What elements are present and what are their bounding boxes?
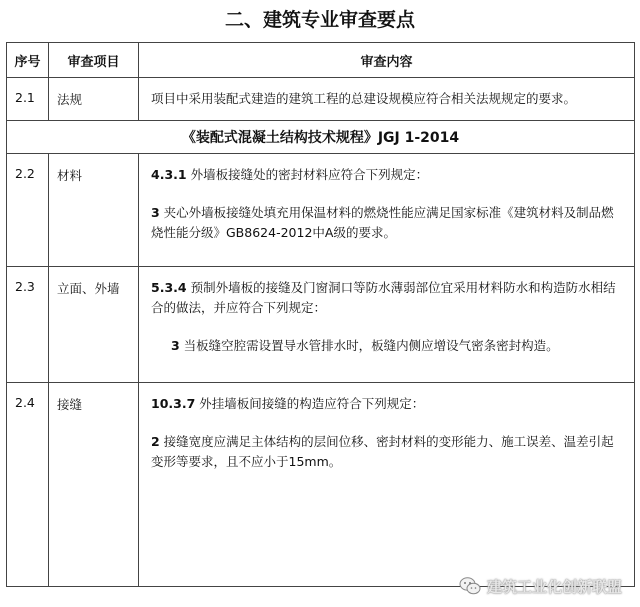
header-content: 审查内容 — [139, 43, 635, 78]
table-row — [7, 78, 635, 121]
row-content — [139, 78, 635, 121]
review-table — [6, 42, 635, 587]
header-num: 序号 — [7, 43, 49, 78]
table-row — [7, 154, 635, 267]
table-row — [7, 267, 635, 383]
spec-title: 《装配式混凝土结构技术规程》JGJ 1-2014 — [7, 121, 635, 154]
row-num: 2.4 — [7, 383, 49, 587]
row-item: 接缝 — [49, 383, 139, 587]
content-line: 3 夹心外墙板接缝处填充用保温材料的燃烧性能应满足国家标准《建筑材料及制品燃烧性能分级》GB8624-2012中A级的要求。 — [151, 205, 614, 240]
content-line: 项目中采用装配式建造的建筑工程的总建设规模应符合相关法规规定的要求。 — [151, 91, 577, 106]
watermark — [459, 574, 622, 598]
row-item: 立面、外墙 — [49, 267, 139, 383]
row-num: 2.1 — [7, 78, 49, 121]
header-item: 审查项目 — [49, 43, 139, 78]
table-header-row — [7, 43, 635, 78]
row-num: 2.2 — [7, 154, 49, 267]
content-line: 5.3.4 预制外墙板的接缝及门窗洞口等防水薄弱部位宜采用材料防水和构造防水相结合的做法，并应符合下列规定： — [151, 280, 616, 315]
table-row — [7, 383, 635, 587]
row-content — [139, 267, 635, 383]
row-content — [139, 154, 635, 267]
wechat-icon — [459, 576, 481, 596]
page-title: 二、建筑专业审查要点 — [224, 9, 415, 31]
row-item: 法规 — [49, 78, 139, 121]
content-line: 10.3.7 外挂墙板间接缝的构造应符合下列规定： — [151, 396, 425, 411]
content-line: 3 当板缝空腔需设置导水管排水时，板缝内侧应增设气密条密封构造。 — [171, 338, 559, 353]
watermark-text: 建筑工业化创新联盟 — [486, 577, 622, 596]
row-item: 材料 — [49, 154, 139, 267]
content-line: 4.3.1 外墙板接缝处的密封材料应符合下列规定： — [151, 167, 429, 182]
row-content — [139, 383, 635, 587]
content-line: 2 接缝宽度应满足主体结构的层间位移、密封材料的变形能力、施工误差、温差引起变形等要求，且不应小于15mm。 — [151, 434, 614, 469]
row-num: 2.3 — [7, 267, 49, 383]
spec-row — [7, 121, 635, 154]
